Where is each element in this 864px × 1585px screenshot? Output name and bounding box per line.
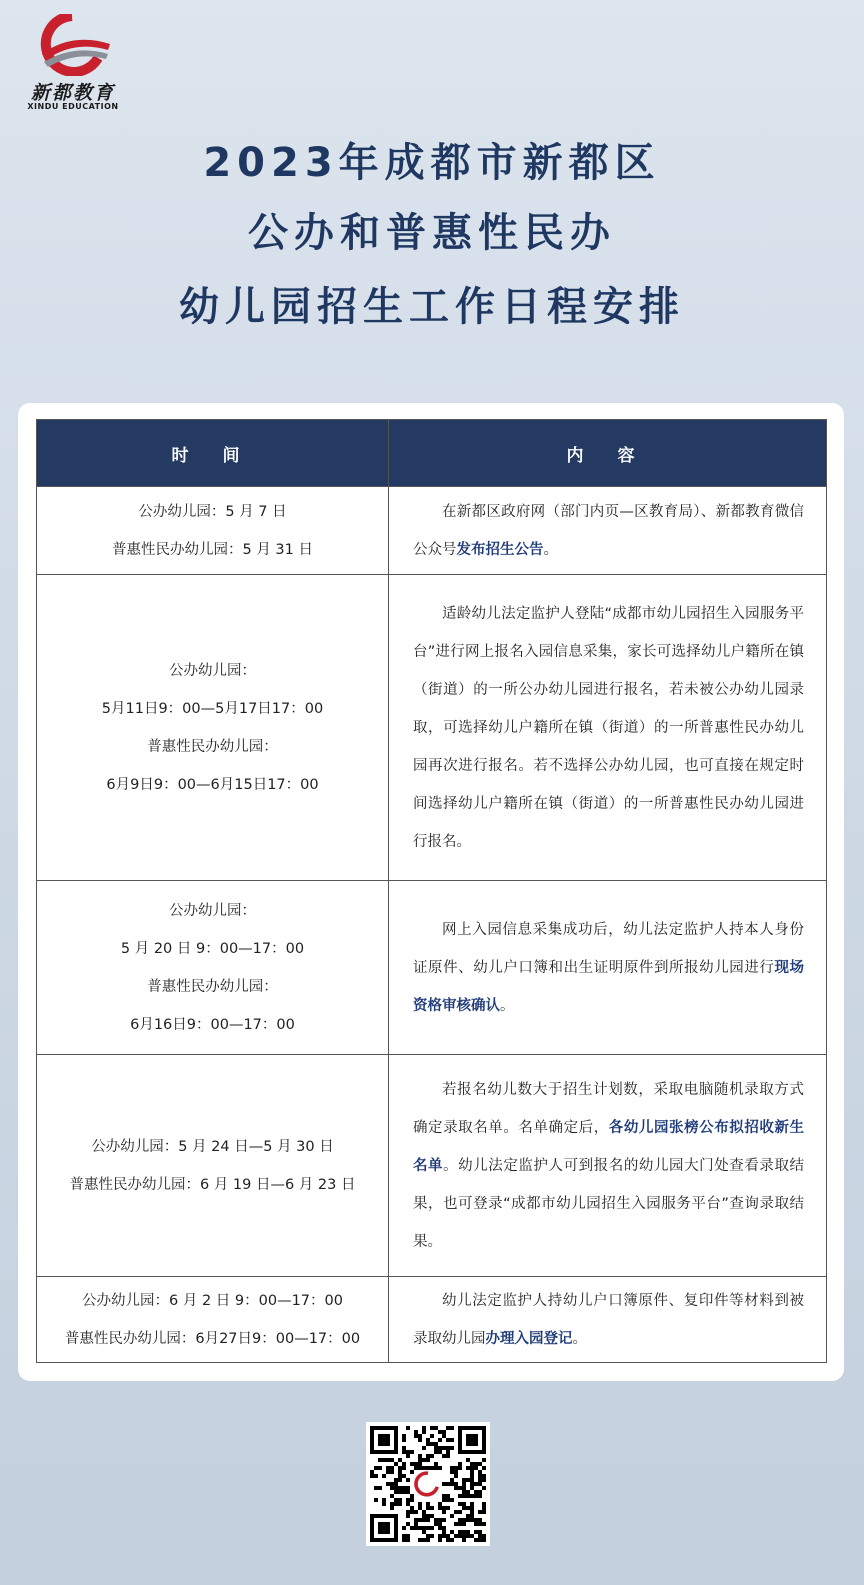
time-line: 5 月 20 日 9：00—17：00 bbox=[120, 940, 305, 957]
qr-code-icon bbox=[370, 1426, 486, 1542]
time-line: 5月11日9：00—5月17日17：00 bbox=[101, 700, 324, 717]
highlight-text: 各幼儿园张榜公布拟招收新生名单 bbox=[413, 1119, 805, 1174]
table-row bbox=[37, 881, 827, 1055]
time-line: 公办幼儿园：5 月 24 日—5 月 30 日 bbox=[91, 1138, 334, 1155]
content-segment: 若报名幼儿数大于招生计划数，采取电脑随机录取方式确定录取名单。名单确定后， bbox=[413, 1081, 804, 1136]
header-content: 内 容 bbox=[389, 420, 827, 487]
content-cell bbox=[389, 487, 827, 575]
content-cell bbox=[389, 575, 827, 881]
time-line: 公办幼儿园：5 月 7 日 bbox=[138, 503, 287, 520]
content-segment: 。 bbox=[572, 1330, 587, 1347]
time-cell bbox=[37, 575, 389, 881]
time-line: 普惠性民办幼儿园：5 月 31 日 bbox=[111, 541, 313, 558]
content-text bbox=[413, 595, 804, 861]
time-line: 公办幼儿园： bbox=[169, 662, 256, 679]
content-segment: 幼儿法定监护人持幼儿户口簿原件、复印件等材料到被录取幼儿园 bbox=[413, 1292, 804, 1347]
content-text bbox=[413, 911, 804, 1025]
time-cell bbox=[37, 881, 389, 1055]
content-segment: 。 bbox=[543, 541, 558, 558]
time-line: 6月16日9：00—17：00 bbox=[130, 1016, 295, 1033]
qr-code bbox=[366, 1422, 490, 1546]
content-segment: 适龄幼儿法定监护人登陆“成都市幼儿园招生入园服务平台”进行网上报名入园信息采集，家长可选择幼儿户籍所在镇（街道）的一所公办幼儿园进行报名，若未被公办幼儿园录取，可选择幼儿户籍所在镇（街道）的一所普惠性民办幼儿园再次进行报名。若不选择公办幼儿园，也可直接在规定时间选择幼儿户籍所在镇（街道）的一所普惠性民办幼儿园进行报名。 bbox=[413, 605, 804, 850]
brand-logo bbox=[18, 10, 128, 115]
highlight-text: 办理入园登记 bbox=[485, 1330, 573, 1347]
xindu-logo-icon bbox=[32, 14, 112, 76]
title-line-1: 2023年成都市新都区 bbox=[203, 140, 661, 186]
time-line: 普惠性民办幼儿园： bbox=[147, 978, 278, 995]
highlight-text: 发布招生公告 bbox=[456, 541, 544, 558]
time-line: 普惠性民办幼儿园： bbox=[147, 738, 278, 755]
time-line: 公办幼儿园： bbox=[169, 902, 256, 919]
brand-name-en: XINDU EDUCATION bbox=[27, 102, 119, 111]
content-text bbox=[413, 493, 804, 569]
title-line-2: 公办和普惠性民办 bbox=[248, 210, 616, 256]
content-text bbox=[413, 1282, 804, 1358]
time-cell bbox=[37, 1277, 389, 1363]
table-header-row bbox=[37, 420, 827, 487]
content-cell bbox=[389, 881, 827, 1055]
brand-name-cn: 新都教育 bbox=[30, 82, 115, 104]
table-row bbox=[37, 487, 827, 575]
content-segment: 。 bbox=[500, 997, 515, 1014]
table-row bbox=[37, 1277, 827, 1363]
content-segment: 网上入园信息采集成功后，幼儿法定监护人持本人身份证原件、幼儿户口簿和出生证明原件到所报幼儿园进行 bbox=[413, 921, 804, 976]
schedule-card bbox=[18, 403, 844, 1381]
content-cell bbox=[389, 1055, 827, 1277]
schedule-table bbox=[36, 419, 827, 1363]
highlight-text: 现场资格审核确认 bbox=[413, 959, 805, 1014]
content-text bbox=[413, 1071, 804, 1261]
content-segment: 。幼儿法定监护人可到报名的幼儿园大门处查看录取结果，也可登录“成都市幼儿园招生入园服务平台”查询录取结果。 bbox=[413, 1157, 805, 1250]
time-line: 6月9日9：00—6月15日17：00 bbox=[106, 776, 319, 793]
content-segment: 在新都区政府网（部门内页—区教育局）、新都教育微信公众号 bbox=[413, 503, 804, 558]
table-row bbox=[37, 1055, 827, 1277]
header-time: 时 间 bbox=[37, 420, 389, 487]
time-line: 普惠性民办幼儿园：6月27日9：00—17：00 bbox=[64, 1330, 361, 1347]
time-cell bbox=[37, 1055, 389, 1277]
time-cell bbox=[37, 487, 389, 575]
table-row bbox=[37, 575, 827, 881]
time-line: 普惠性民办幼儿园：6 月 19 日—6 月 23 日 bbox=[69, 1176, 356, 1193]
time-line: 公办幼儿园：6 月 2 日 9：00—17：00 bbox=[82, 1292, 343, 1309]
content-cell bbox=[389, 1277, 827, 1363]
title-line-3: 幼儿园招生工作日程安排 bbox=[179, 284, 685, 330]
